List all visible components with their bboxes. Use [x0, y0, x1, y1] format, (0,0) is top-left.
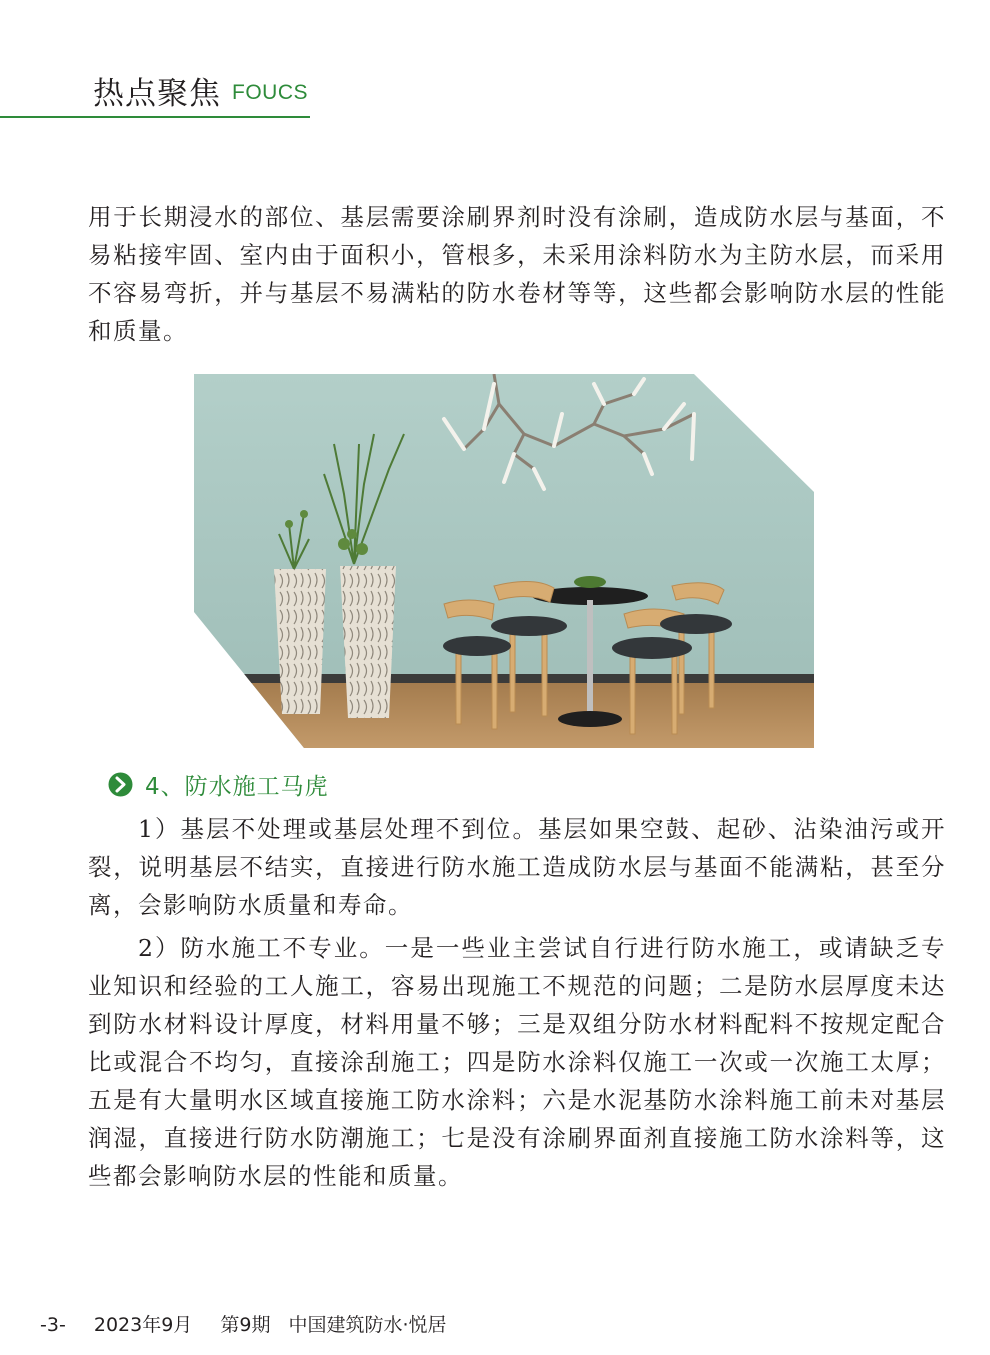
- page-number: -3-: [40, 1314, 66, 1336]
- chevron-right-icon: [108, 772, 133, 797]
- issue-number: 第9期: [220, 1314, 271, 1336]
- magazine-name: 中国建筑防水·悦居: [288, 1314, 447, 1336]
- page-footer: [40, 1310, 447, 1337]
- header-rule: [0, 116, 310, 118]
- dining-room-photo: [194, 374, 814, 748]
- page-header: [0, 60, 310, 118]
- item-2-paragraph: 2）防水施工不专业。一是一些业主尝试自行进行防水施工，或请缺乏专业知识和经验的工人施工，容易出现施工不规范的问题；二是防水层厚度未达到防水材料设计厚度，材料用量不够；三是双组分防水材料配料不按规定配合比或混合不均匀，直接涂刮施工；四是防水涂料仅施工一次或一次施工太厚；五是有大量明水区域直接施工防水涂料；六是水泥基防水涂料施工前未对基层润湿，直接进行防水防潮施工；七是没有涂刷界面剂直接施工防水涂料等，这些都会影响防水层的性能和质量。: [88, 934, 946, 1190]
- header-subtitle: FOUCS: [232, 81, 308, 104]
- intro-paragraph: 用于长期浸水的部位、基层需要涂刷界剂时没有涂刷，造成防水层与基面，不易粘接牢固、室内由于面积小，管根多，未采用涂料防水为主防水层，而采用不容易弯折，并与基层不易满粘的防水卷材等等，这些都会影响防水层的性能和质量。: [88, 203, 946, 345]
- issue-date: 2023年9月: [93, 1314, 193, 1336]
- section-heading: [108, 768, 329, 800]
- item-1-paragraph: 1）基层不处理或基层处理不到位。基层如果空鼓、起砂、沾染油污或开裂，说明基层不结实，直接进行防水施工造成防水层与基面不能满粘，甚至分离，会影响防水质量和寿命。: [88, 815, 946, 919]
- header-title: 热点聚焦: [93, 76, 221, 112]
- section-title: 4、防水施工马虎: [145, 773, 329, 800]
